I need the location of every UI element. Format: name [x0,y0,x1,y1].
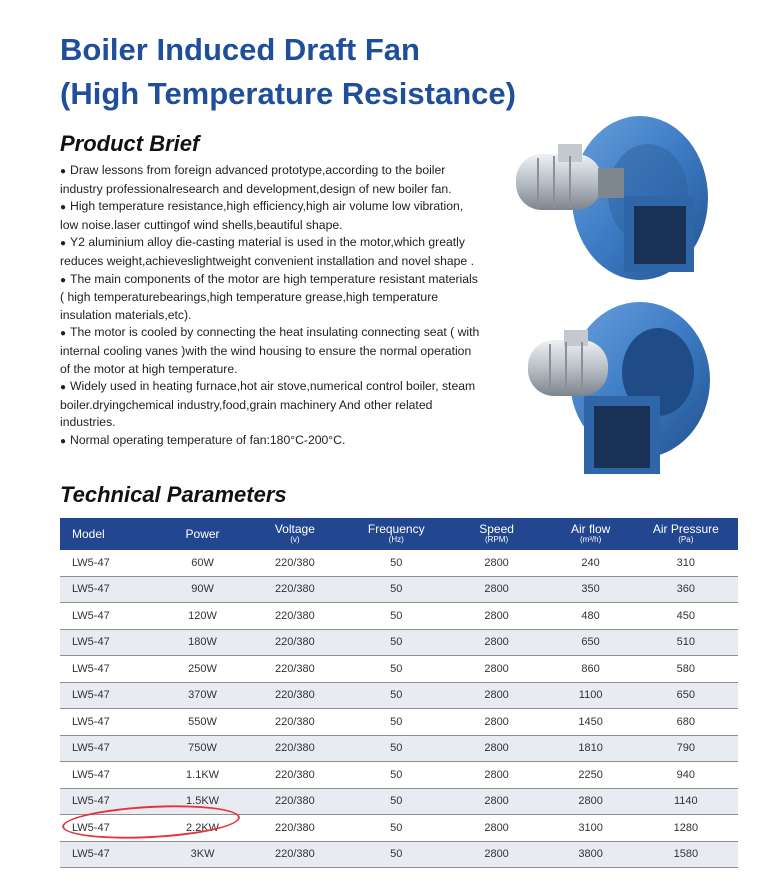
column-header-label: Air flow [570,522,611,536]
table-cell: 940 [634,762,738,789]
table-cell: 60W [162,550,243,576]
column-header-unit: (m³/h) [579,535,602,544]
table-cell: LW5-47 [60,656,162,683]
table-row [60,629,738,656]
table-row [60,682,738,709]
table-cell: 2800 [446,762,548,789]
table-cell: 750W [162,735,243,762]
table-cell: 220/380 [243,629,347,656]
table-cell: 220/380 [243,576,347,603]
column-header [243,518,347,550]
table-cell: 220/380 [243,682,347,709]
table-cell: 1450 [548,709,634,736]
table-cell: 50 [347,788,446,815]
column-header [60,518,162,550]
table-cell: 1.1KW [162,762,243,789]
column-header-label: Model [72,526,105,541]
table-row [60,656,738,683]
table-cell: 680 [634,709,738,736]
column-header [162,518,243,550]
table-cell: LW5-47 [60,762,162,789]
table-cell: 2800 [446,841,548,868]
column-header-unit: (RPM) [485,535,509,544]
table-cell: 2800 [446,815,548,842]
table-cell: 1140 [634,788,738,815]
table-cell: 50 [347,603,446,630]
brief-text: Draw lessons from foreign advanced prototype,according to the boiler industry professionalresearch and development,design of new boiler fan. [60,163,452,196]
table-cell: 220/380 [243,788,347,815]
bullet-icon: ● [60,202,67,214]
table-cell: 1580 [634,841,738,868]
table-cell: LW5-47 [60,815,162,842]
brief-text: Y2 aluminium alloy die-casting material is used in the motor,which greatly reduces weight,achieveslightweight convenient installation and novel shape . [60,235,474,268]
table-row [60,762,738,789]
title-line-1: Boiler Induced Draft Fan [60,32,420,67]
product-brief-list [60,162,480,451]
table-cell: 250W [162,656,243,683]
brief-item [60,198,480,234]
table-cell: LW5-47 [60,682,162,709]
table-cell: 50 [347,815,446,842]
table-cell: 1100 [548,682,634,709]
table-row [60,576,738,603]
bullet-icon: ● [60,166,67,177]
column-header-label: Speed [479,522,514,536]
bullet-icon: ● [60,435,67,447]
brief-text: The main components of the motor are high temperature resistant materials ( high temperaturebearings,high temperature grease,high temperature insulation materials,etc). [60,271,478,322]
table-cell: 360 [634,576,738,603]
column-header-unit: (Hz) [388,535,404,544]
table-cell: 310 [634,550,738,576]
column-header [634,518,738,550]
table-cell: 2800 [446,550,548,576]
brief-item [60,234,480,270]
table-cell: LW5-47 [60,709,162,736]
table-cell: 50 [347,550,446,576]
table-cell: 50 [347,762,446,789]
table-cell: 860 [548,656,634,683]
table-row [60,735,738,762]
column-header [446,518,548,550]
table-cell: LW5-47 [60,576,162,603]
brief-item [60,162,480,198]
table-cell: 50 [347,709,446,736]
column-header-label: Voltage [274,522,315,536]
table-cell: LW5-47 [60,841,162,868]
table-cell: 2250 [548,762,634,789]
table-cell: 3100 [548,815,634,842]
fan-image-top [498,110,713,300]
brief-text: Widely used in heating furnace,hot air stove,numerical control boiler, steam boiler.dryingchemical industry,food,grain machinery And other related industries. [60,379,476,430]
column-header-label: Power [185,526,220,541]
table-cell: 50 [347,629,446,656]
table-cell: 1.5KW [162,788,243,815]
table-cell: 3800 [548,841,634,868]
table-cell: 50 [347,656,446,683]
bullet-icon: ● [60,382,67,394]
product-brief-heading: Product Brief [60,131,200,156]
table-cell: 3KW [162,841,243,868]
column-header-label: Air Pressure [652,522,719,536]
table-row [60,550,738,576]
table-cell: 220/380 [243,735,347,762]
table-cell: 2800 [446,576,548,603]
title-line-2: (High Temperature Resistance) [60,76,516,111]
page-title [60,28,620,116]
brief-item [60,378,480,432]
table-cell: 220/380 [243,815,347,842]
column-header-unit: (Pa) [678,535,694,544]
table-cell: 790 [634,735,738,762]
table-cell: 2.2KW [162,815,243,842]
table-cell: LW5-47 [60,629,162,656]
table-row [60,603,738,630]
column-header-label: Frequency [367,522,425,536]
table-cell: 2800 [446,629,548,656]
table-cell: 220/380 [243,841,347,868]
table-cell: 2800 [446,603,548,630]
table-cell: 480 [548,603,634,630]
table-cell: 370W [162,682,243,709]
table-cell: 350 [548,576,634,603]
table-cell: 220/380 [243,762,347,789]
bullet-icon: ● [60,274,67,286]
table-cell: 2800 [446,656,548,683]
table-cell: 50 [347,841,446,868]
table-cell: 2800 [446,709,548,736]
technical-parameters-heading: Technical Parameters [60,482,287,507]
table-cell: 220/380 [243,709,347,736]
table-cell: 50 [347,735,446,762]
brief-item [60,432,480,451]
table-cell: 50 [347,576,446,603]
table-cell: 550W [162,709,243,736]
bullet-icon: ● [60,238,67,250]
table-cell: 220/380 [243,656,347,683]
brief-text: The motor is cooled by connecting the heat insulating connecting seat ( with internal cooling vanes )with the wind housing to ensure the normal operation of the motor at high temperature. [60,325,480,376]
table-header-row [60,518,738,550]
table-cell: 1280 [634,815,738,842]
table-cell: 650 [634,682,738,709]
fan-image-bottom [520,300,720,480]
brief-text: Normal operating temperature of fan:180°C-200°C. [70,432,346,447]
table-cell: LW5-47 [60,788,162,815]
table-cell: 2800 [446,788,548,815]
table-cell: LW5-47 [60,735,162,762]
table-cell: 650 [548,629,634,656]
table-cell: 50 [347,682,446,709]
table-cell: 450 [634,603,738,630]
table-cell: 2800 [446,735,548,762]
brief-item [60,271,480,325]
brief-text: High temperature resistance,high efficiency,high air volume low vibration, low noise.laser cuttingof wind shells,beautiful shape. [60,199,464,232]
table-cell: 240 [548,550,634,576]
table-cell: 510 [634,629,738,656]
column-header-unit: (v) [290,535,300,544]
table-cell: LW5-47 [60,550,162,576]
table-cell: 120W [162,603,243,630]
table-row [60,841,738,868]
table-cell: 2800 [446,682,548,709]
brief-item [60,324,480,378]
bullet-icon: ● [60,328,67,340]
table-cell: 90W [162,576,243,603]
table-cell: 580 [634,656,738,683]
column-header [548,518,634,550]
table-cell: 2800 [548,788,634,815]
table-cell: 180W [162,629,243,656]
column-header [347,518,446,550]
table-cell: 220/380 [243,550,347,576]
table-cell: 220/380 [243,603,347,630]
table-cell: 1810 [548,735,634,762]
table-cell: LW5-47 [60,603,162,630]
table-row [60,709,738,736]
